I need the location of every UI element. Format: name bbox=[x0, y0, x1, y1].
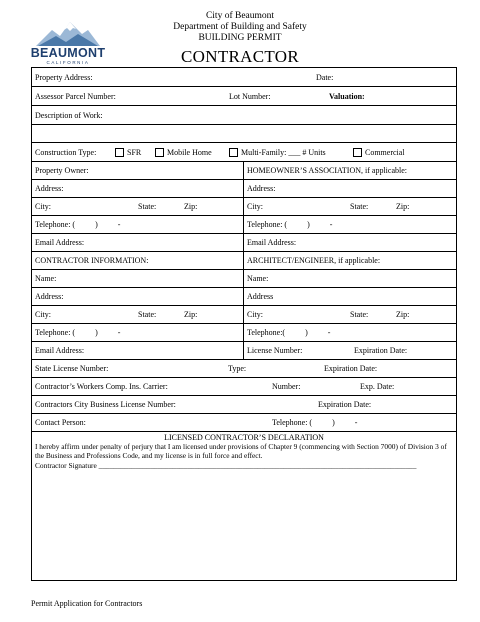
column-divider bbox=[243, 270, 244, 287]
contractor-zip-field[interactable]: Zip: bbox=[184, 310, 198, 319]
column-divider bbox=[243, 306, 244, 323]
page-title: CONTRACTOR bbox=[181, 47, 299, 66]
contractor-info-label: CONTRACTOR INFORMATION: bbox=[35, 256, 149, 265]
architect-expiration-field[interactable]: Expiration Date: bbox=[354, 346, 408, 355]
column-divider bbox=[243, 198, 244, 215]
header-city: City of Beaumont bbox=[205, 11, 275, 21]
commercial-option[interactable] bbox=[353, 148, 405, 158]
row-names bbox=[32, 270, 456, 288]
column-divider bbox=[243, 324, 244, 341]
svg-text:BEAUMONT: BEAUMONT bbox=[30, 46, 106, 60]
column-divider bbox=[243, 288, 244, 305]
mobile-home-label: Mobile Home bbox=[167, 148, 212, 157]
license-expiration-field[interactable]: Expiration Date: bbox=[324, 364, 378, 373]
valuation-field[interactable]: Valuation: bbox=[329, 92, 365, 101]
column-divider bbox=[243, 180, 244, 197]
property-owner-field[interactable]: Property Owner: bbox=[35, 166, 89, 175]
footer-text: Permit Application for Contractors bbox=[31, 599, 143, 608]
row-owner-telephone bbox=[32, 216, 456, 234]
header-permit: BUILDING PERMIT bbox=[198, 33, 282, 43]
contractor-telephone-field[interactable]: Telephone: ( ) - bbox=[35, 328, 121, 337]
column-divider bbox=[243, 162, 244, 179]
owner-city-field[interactable]: City: bbox=[35, 202, 52, 211]
commercial-label: Commercial bbox=[365, 148, 405, 157]
svg-text:CALIFORNIA: CALIFORNIA bbox=[46, 60, 90, 65]
contractor-name-field[interactable]: Name: bbox=[35, 274, 57, 283]
hoa-telephone-field[interactable]: Telephone: ( ) - bbox=[247, 220, 333, 229]
architect-state-field[interactable]: State: bbox=[350, 310, 369, 319]
business-license-expiration-field[interactable]: Expiration Date: bbox=[318, 400, 372, 409]
multi-family-label: Multi-Family: ___ # Units bbox=[241, 148, 326, 157]
workers-comp-exp-field[interactable]: Exp. Date: bbox=[360, 382, 395, 391]
column-divider bbox=[243, 252, 244, 269]
business-license-field[interactable]: Contractors City Business License Number: bbox=[35, 400, 176, 409]
hoa-email-field[interactable]: Email Address: bbox=[247, 238, 297, 247]
architect-zip-field[interactable]: Zip: bbox=[396, 310, 410, 319]
row-business-license bbox=[32, 396, 456, 414]
row-owner-address bbox=[32, 180, 456, 198]
row-description bbox=[32, 106, 456, 125]
row-cities bbox=[32, 306, 456, 324]
multi-family-option[interactable] bbox=[229, 148, 326, 158]
declaration-title: LICENSED CONTRACTOR’S DECLARATION bbox=[164, 433, 324, 442]
contractor-state-field[interactable]: State: bbox=[138, 310, 157, 319]
row-emails bbox=[32, 342, 456, 360]
row-apn bbox=[32, 87, 456, 106]
state-license-field[interactable]: State License Number: bbox=[35, 364, 109, 373]
row-telephones bbox=[32, 324, 456, 342]
contractor-city-field[interactable]: City: bbox=[35, 310, 52, 319]
owner-address-field[interactable]: Address: bbox=[35, 184, 64, 193]
row-contractor-architect bbox=[32, 252, 456, 270]
architect-label: ARCHITECT/ENGINEER, if applicable: bbox=[247, 256, 381, 265]
lot-number-field[interactable]: Lot Number: bbox=[229, 92, 271, 101]
license-type-field[interactable]: Type: bbox=[228, 364, 247, 373]
row-workers-comp bbox=[32, 378, 456, 396]
column-divider bbox=[243, 216, 244, 233]
owner-telephone-field[interactable]: Telephone: ( ) - bbox=[35, 220, 121, 229]
architect-telephone-field[interactable]: Telephone:( ) - bbox=[247, 328, 331, 337]
mountain-icon bbox=[30, 16, 106, 66]
mobile-home-option[interactable] bbox=[155, 148, 212, 158]
sfr-option[interactable] bbox=[115, 148, 141, 158]
workers-comp-field[interactable]: Contractor’s Workers Comp. Ins. Carrier: bbox=[35, 382, 168, 391]
declaration-section bbox=[32, 432, 456, 582]
sfr-checkbox[interactable] bbox=[115, 148, 124, 157]
description-field[interactable]: Description of Work: bbox=[35, 111, 103, 120]
apn-field[interactable]: Assessor Parcel Number: bbox=[35, 92, 116, 101]
hoa-zip-field[interactable]: Zip: bbox=[396, 202, 410, 211]
row-property-address bbox=[32, 68, 456, 87]
row-addresses bbox=[32, 288, 456, 306]
contractor-address-field[interactable]: Address: bbox=[35, 292, 64, 301]
construction-type-label: Construction Type: bbox=[35, 148, 97, 157]
row-construction-type bbox=[32, 143, 456, 162]
beaumont-logo bbox=[30, 16, 106, 66]
owner-zip-field[interactable]: Zip: bbox=[184, 202, 198, 211]
column-divider bbox=[243, 234, 244, 251]
owner-state-field[interactable]: State: bbox=[138, 202, 157, 211]
owner-email-field[interactable]: Email Address: bbox=[35, 238, 85, 247]
row-owner-city bbox=[32, 198, 456, 216]
architect-address-field[interactable]: Address bbox=[247, 292, 274, 301]
row-owner-hoa bbox=[32, 162, 456, 180]
architect-license-field[interactable]: License Number: bbox=[247, 346, 303, 355]
contractor-signature-field[interactable]: Contractor Signature ______________________________________________________________________________________ bbox=[35, 461, 417, 470]
declaration-text: I hereby affirm under penalty of perjury that I am licensed under provisions of Chapter 9 (commencing with Section 7000) of Division 3 of the Business and Professions Code, and my license is in full force and effect. bbox=[35, 442, 447, 461]
header-department: Department of Building and Safety bbox=[173, 22, 307, 32]
workers-comp-number-field[interactable]: Number: bbox=[272, 382, 301, 391]
row-description-blank bbox=[32, 125, 456, 143]
hoa-city-field[interactable]: City: bbox=[247, 202, 264, 211]
row-owner-email bbox=[32, 234, 456, 252]
architect-name-field[interactable]: Name: bbox=[247, 274, 269, 283]
permit-form bbox=[31, 67, 457, 581]
property-address-field[interactable]: Property Address: bbox=[35, 73, 93, 82]
commercial-checkbox[interactable] bbox=[353, 148, 362, 157]
hoa-address-field[interactable]: Address: bbox=[247, 184, 276, 193]
hoa-label: HOMEOWNER’S ASSOCIATION, if applicable: bbox=[247, 166, 407, 175]
column-divider bbox=[243, 342, 244, 359]
date-field[interactable]: Date: bbox=[316, 73, 334, 82]
hoa-state-field[interactable]: State: bbox=[350, 202, 369, 211]
contractor-email-field[interactable]: Email Address: bbox=[35, 346, 85, 355]
contact-person-field[interactable]: Contact Person: bbox=[35, 418, 86, 427]
architect-city-field[interactable]: City: bbox=[247, 310, 264, 319]
sfr-label: SFR bbox=[127, 148, 142, 157]
contact-telephone-field[interactable]: Telephone: ( ) - bbox=[272, 418, 358, 427]
row-state-license bbox=[32, 360, 456, 378]
row-contact bbox=[32, 414, 456, 432]
multi-family-checkbox[interactable] bbox=[229, 148, 238, 157]
mobile-home-checkbox[interactable] bbox=[155, 148, 164, 157]
